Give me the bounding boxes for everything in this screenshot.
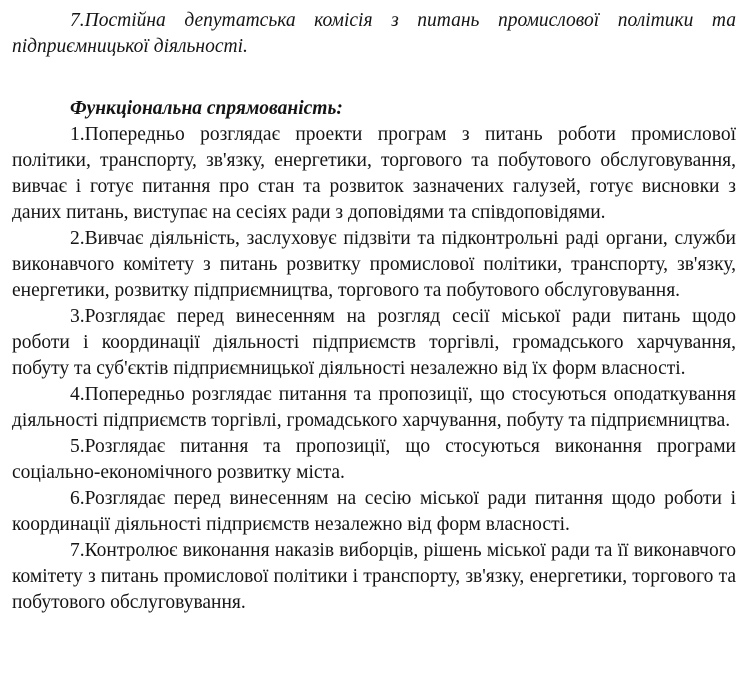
paragraph-item-3: 3.Розглядає перед винесенням на розгляд сесії міської ради питань щодо роботи і координації діяльності підприємств торгівлі, громадського харчування, побуту та суб'єктів підприємницької діяльності незалежно від їх форм власності. bbox=[12, 306, 736, 379]
paragraph-item-1: 1.Попередньо розглядає проекти програм з питань роботи промислової політики, транспорту, зв'язку, енергетики, торгового та побутового обслуговування, вивчає і готує питання про стан та розвиток зазначених галузей, готує висновки з даних питань, виступає на сесіях ради з доповідями та співдоповідями. bbox=[12, 124, 736, 223]
paragraph-item-2: 2.Вивчає діяльність, заслуховує підзвіти та підконтрольні раді органи, служби виконавчого комітету з питань розвитку промислової політики, транспорту, зв'язку, енергетики, розвитку підприємництва, торгового та побутового обслуговування. bbox=[12, 228, 736, 301]
paragraph-item-6: 6.Розглядає перед винесенням на сесію міської ради питання щодо роботи і координації діяльності підприємств незалежно від форм власності. bbox=[12, 488, 736, 535]
paragraph-item-7: 7.Контролює виконання наказів виборців, рішень міської ради та її виконавчого комітету з питань промислової політики і транспорту, зв'язку, енергетики, торгового та побутового обслуговування. bbox=[12, 540, 736, 613]
paragraph-item-4: 4.Попередньо розглядає питання та пропозиції, що стосуються оподаткування діяльності підприємств торгівлі, громадського харчування, побуту та підприємництва. bbox=[12, 384, 736, 431]
paragraph-item-5: 5.Розглядає питання та пропозиції, що стосуються виконання програми соціально-економічного розвитку міста. bbox=[12, 436, 736, 483]
commission-heading: 7.Постійна депутатська комісія з питань промислової політики та підприємницької діяльності. bbox=[12, 10, 736, 57]
functional-focus-heading: Функціональна спрямованість: bbox=[70, 98, 343, 119]
